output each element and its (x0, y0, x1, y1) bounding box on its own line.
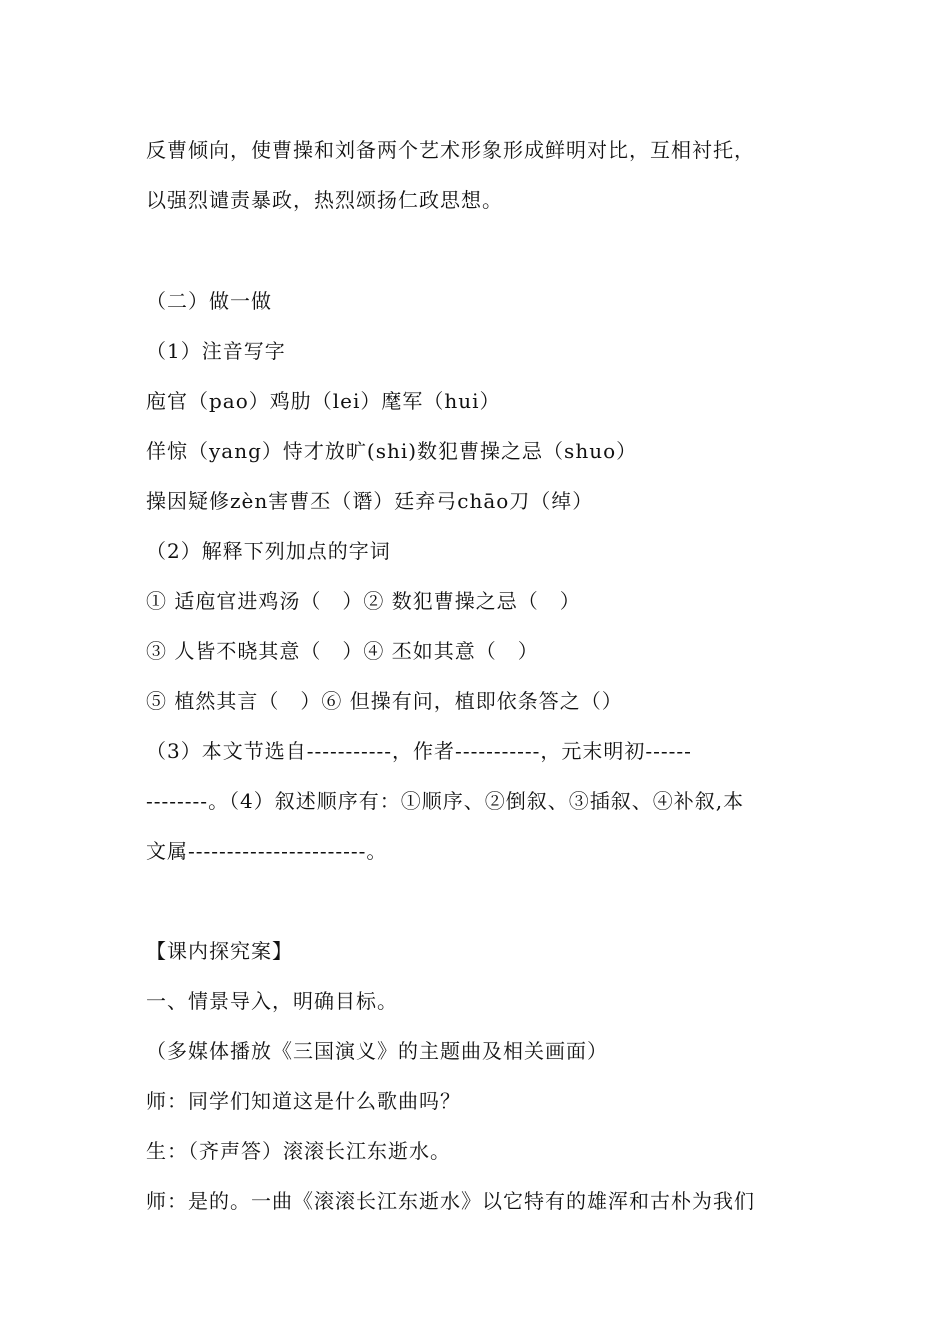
exercise-line: --------。（4）叙述顺序有：①顺序、②倒叙、③插叙、④补叙,本 (146, 789, 745, 813)
dialogue-line: 生：（齐声答）滚滚长江东逝水。 (146, 1139, 451, 1163)
paragraph-line: 一、情景导入，明确目标。 (146, 989, 398, 1013)
sub-heading: （1）注音写字 (146, 339, 286, 363)
exercise-line: ① 适庖官进鸡汤（ ）② 数犯曹操之忌（ ） (146, 589, 581, 613)
exercise-line: 文属-----------------------。 (146, 839, 388, 863)
paragraph-line: 反曹倾向，使曹操和刘备两个艺术形象形成鲜明对比，互相衬托， (146, 138, 755, 162)
exercise-line: ⑤ 植然其言（ ）⑥ 但操有问，植即依条答之（） (146, 689, 623, 713)
exercise-line: ③ 人皆不晓其意（ ）④ 丕如其意（ ） (146, 639, 539, 663)
paragraph-line: （多媒体播放《三国演义》的主题曲及相关画面） (146, 1039, 608, 1063)
section-heading: 【课内探究案】 (146, 939, 293, 963)
paragraph-line: 以强烈谴责暴政，热烈颂扬仁政思想。 (146, 188, 503, 212)
exercise-line: 操因疑修zèn害曹丕（谮）廷弃弓chāo刀（绰） (146, 489, 594, 513)
sub-heading: （2）解释下列加点的字词 (146, 539, 391, 563)
exercise-line: 庖官（pao）鸡肋（lei）麾军（hui） (146, 389, 501, 413)
section-heading: （二）做一做 (146, 289, 272, 313)
dialogue-line: 师：是的。一曲《滚滚长江东逝水》以它特有的雄浑和古朴为我们 (146, 1189, 755, 1213)
exercise-line: （3）本文节选自-----------，作者-----------，元末明初------ (146, 739, 692, 763)
dialogue-line: 师：同学们知道这是什么歌曲吗？ (146, 1089, 461, 1113)
exercise-line: 佯惊（yang）恃才放旷(shi)数犯曹操之忌（shuo） (146, 439, 638, 463)
